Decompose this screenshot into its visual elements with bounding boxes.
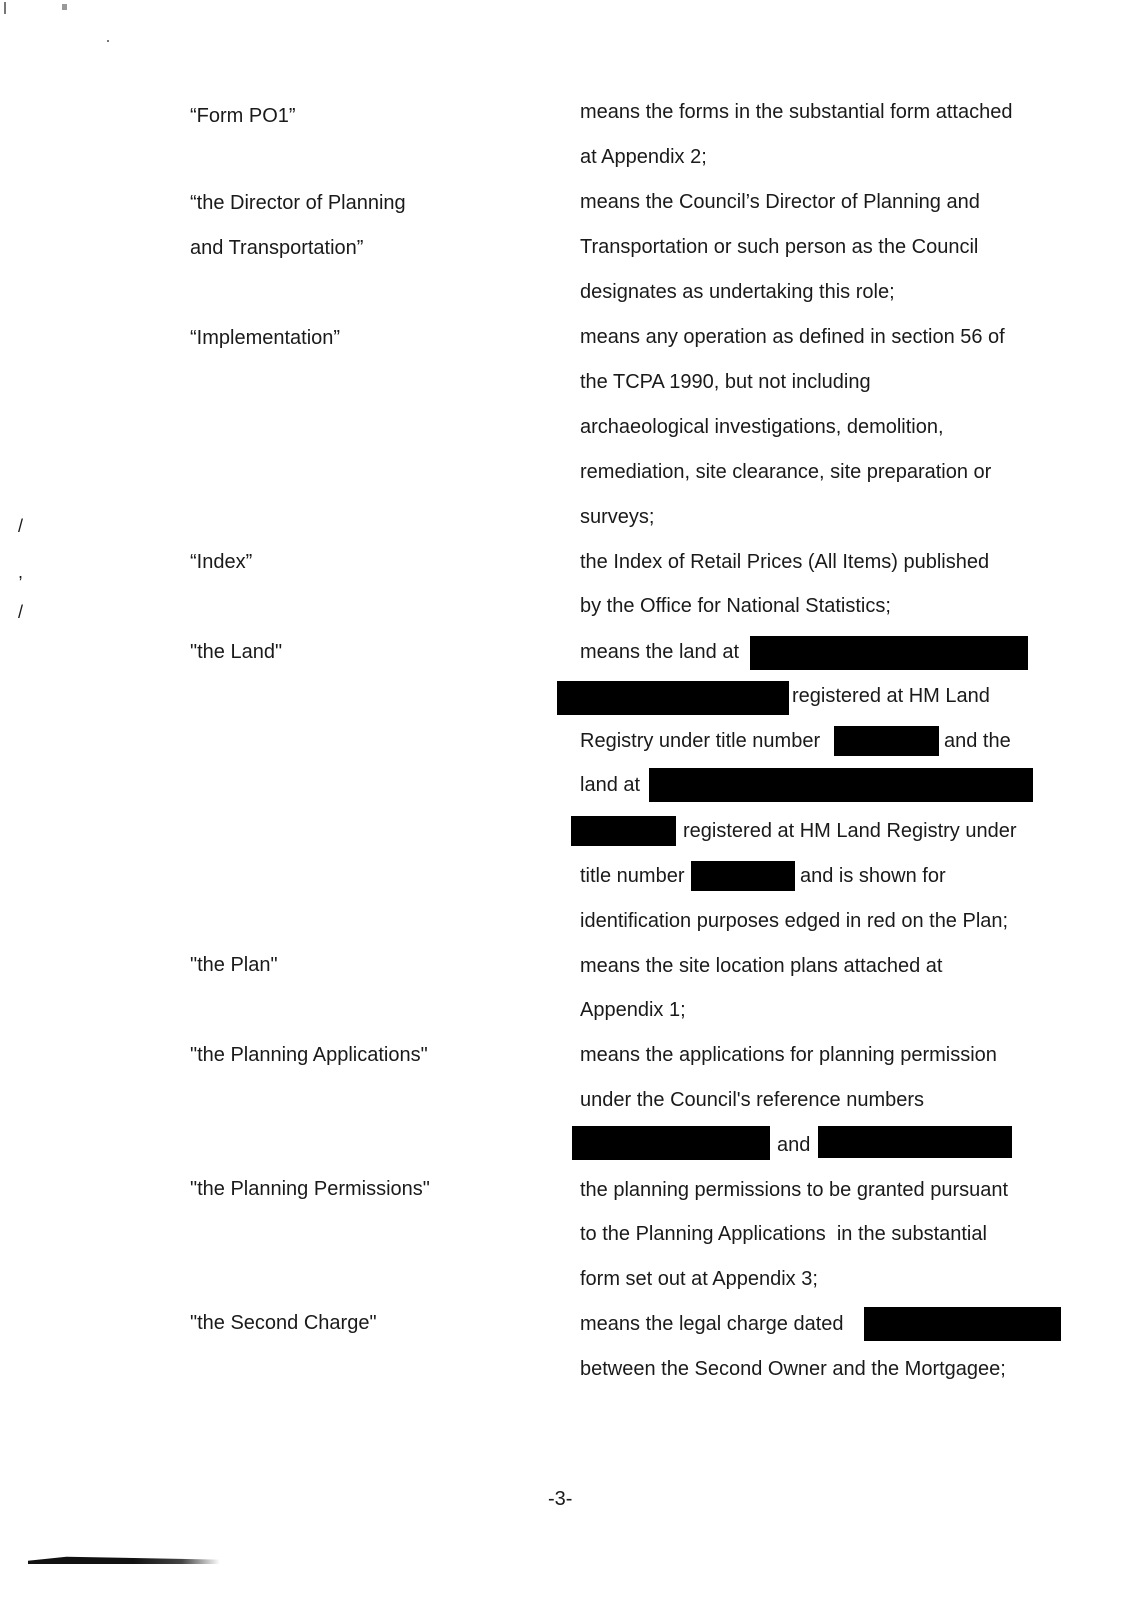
definition-line: remediation, site clearance, site preparation or <box>580 461 992 483</box>
scan-speck <box>107 40 109 42</box>
definition-line: means the land at <box>580 641 739 663</box>
definition-line: the TCPA 1990, but not including <box>580 371 871 393</box>
scan-speck <box>4 2 6 14</box>
definition-line: title number <box>580 865 685 887</box>
definition-line: means the forms in the substantial form attached <box>580 101 1013 123</box>
definition-line: registered at HM Land Registry under <box>683 820 1017 842</box>
definition-line: Transportation or such person as the Council <box>580 236 979 258</box>
definition-line: and <box>777 1134 811 1156</box>
definition-line: archaeological investigations, demolition, <box>580 416 944 438</box>
definition-line: to the Planning Applications in the substantial <box>580 1223 987 1245</box>
term-index: “Index” <box>190 551 253 573</box>
term-land: "the Land" <box>190 641 283 663</box>
definition-line: between the Second Owner and the Mortgagee; <box>580 1358 1006 1380</box>
redaction-box <box>557 681 789 715</box>
definition-line: means the site location plans attached at <box>580 955 943 977</box>
definition-line: means any operation as defined in section 56 of <box>580 326 1005 348</box>
margin-mark: , <box>18 562 24 582</box>
redaction-box <box>572 1126 770 1160</box>
scan-speck <box>62 4 67 10</box>
definition-line: means the legal charge dated <box>580 1313 844 1335</box>
definition-line: land at <box>580 774 641 796</box>
definition-line: the planning permissions to be granted pursuant <box>580 1179 1009 1201</box>
definition-line: designates as undertaking this role; <box>580 281 895 303</box>
redaction-box <box>691 861 795 891</box>
term-second-charge: "the Second Charge" <box>190 1312 377 1334</box>
redaction-box <box>864 1307 1061 1341</box>
definition-line: the Index of Retail Prices (All Items) published <box>580 551 990 573</box>
definition-line: by the Office for National Statistics; <box>580 595 891 617</box>
redaction-box <box>571 816 676 846</box>
definition-line: means the Council’s Director of Planning and <box>580 191 980 213</box>
term-implementation: “Implementation” <box>190 327 341 349</box>
definition-line: under the Council's reference numbers <box>580 1089 925 1111</box>
definition-line: and the <box>944 730 1011 752</box>
definition-line: surveys; <box>580 506 655 528</box>
definition-line: and is shown for <box>800 865 946 887</box>
page-number: -3- <box>548 1488 573 1510</box>
definition-line: identification purposes edged in red on the Plan; <box>580 910 1009 932</box>
term-plan: "the Plan" <box>190 954 278 976</box>
term-director-of-planning: “the Director of Planning <box>190 192 406 214</box>
term-director-of-planning-cont: and Transportation” <box>190 237 364 259</box>
term-planning-permissions: "the Planning Permissions" <box>190 1178 430 1200</box>
redaction-box <box>750 636 1028 670</box>
redaction-box <box>649 768 1033 802</box>
definition-line: means the applications for planning permission <box>580 1044 997 1066</box>
margin-mark: / <box>18 516 24 536</box>
redaction-box <box>818 1126 1012 1158</box>
definition-line: Appendix 1; <box>580 999 686 1021</box>
definition-line: at Appendix 2; <box>580 146 707 168</box>
definition-line: Registry under title number <box>580 730 821 752</box>
term-form-po1: “Form PO1” <box>190 105 296 127</box>
margin-mark: / <box>18 602 24 622</box>
term-planning-applications: "the Planning Applications" <box>190 1044 428 1066</box>
definition-line: form set out at Appendix 3; <box>580 1268 818 1290</box>
scan-artifact <box>28 1556 220 1564</box>
definition-line: registered at HM Land <box>792 685 990 707</box>
redaction-box <box>834 726 939 756</box>
